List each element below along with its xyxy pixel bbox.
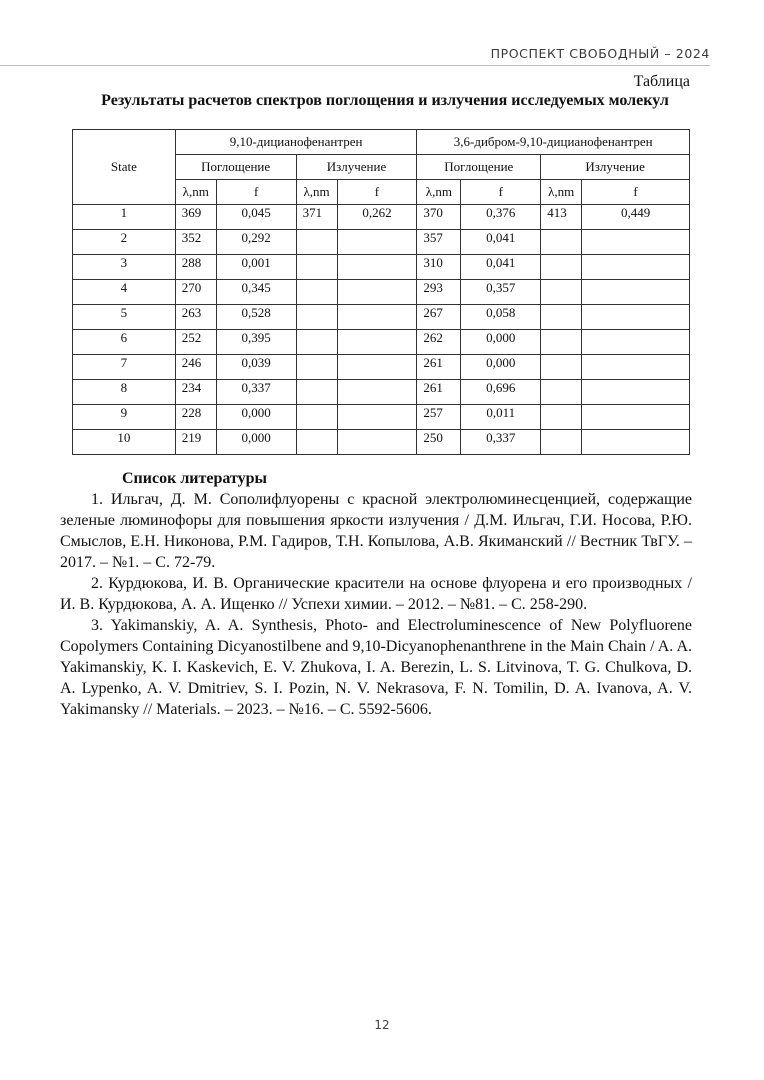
table-row <box>73 355 690 380</box>
value-cell <box>541 405 582 430</box>
state-cell: 3 <box>73 255 176 280</box>
state-cell: 2 <box>73 230 176 255</box>
reference-item: 1. Ильгач, Д. М. Сополифлуорены с красной электролюминесценцией, содержащие зеленые люминофоры для повышения яркости излучения / Д.М. Ильгач, Г.И. Носова, Р.Ю. Смыслов, Е.Н. Никонова, Р.М. Гадиров, Т.Н. Копылова, А.В. Якиманский // Вестник ТвГУ. – 2017. – №1. – С. 72-79. <box>60 491 692 571</box>
value-cell <box>337 280 417 305</box>
value-cell: 0,357 <box>461 280 541 305</box>
value-cell: 0,000 <box>216 405 296 430</box>
value-cell: 250 <box>417 430 461 455</box>
table-row <box>73 430 690 455</box>
subheader: f <box>337 180 417 205</box>
value-cell: 267 <box>417 305 461 330</box>
value-cell: 0,041 <box>461 230 541 255</box>
table-row <box>73 380 690 405</box>
value-cell: 352 <box>175 230 216 255</box>
state-cell: 10 <box>73 430 176 455</box>
value-cell <box>582 380 690 405</box>
value-cell <box>582 305 690 330</box>
state-cell: 4 <box>73 280 176 305</box>
value-cell <box>582 430 690 455</box>
value-cell: 371 <box>296 205 337 230</box>
state-cell: 9 <box>73 405 176 430</box>
value-cell: 0,395 <box>216 330 296 355</box>
value-cell <box>541 230 582 255</box>
value-cell <box>541 255 582 280</box>
value-cell: 261 <box>417 355 461 380</box>
table-title: Результаты расчетов спектров поглощения и излучения исследуемых молекул <box>101 92 669 109</box>
value-cell: 219 <box>175 430 216 455</box>
state-cell: 6 <box>73 330 176 355</box>
value-cell <box>296 305 337 330</box>
table-row <box>73 255 690 280</box>
value-cell: 357 <box>417 230 461 255</box>
value-cell: 0,045 <box>216 205 296 230</box>
value-cell: 0,058 <box>461 305 541 330</box>
value-cell <box>337 380 417 405</box>
value-cell <box>582 255 690 280</box>
subheader: f <box>582 180 690 205</box>
value-cell: 0,337 <box>461 430 541 455</box>
value-cell: 413 <box>541 205 582 230</box>
reference-item: 3. Yakimanskiy, A. A. Synthesis, Photo- and Electroluminescence of New Polyfluorene Copolymers Containing Dicyanostilbene and 9,10-Dicyanophenanthrene in the Main Chain / A. A. Yakimanskiy, K. I. Kaskevich, E. V. Zhukova, I. A. Berezin, L. S. Litvinova, T. G. Chulkova, D. A. Lypenko, A. V. Dmitriev, S. I. Pozin, N. V. Nekrasova, F. N. Tomilin, D. A. Ivanova, A. V. Yakimansky // Materials. – 2023. – №16. – С. 5592-5606. <box>60 617 692 718</box>
value-cell: 0,337 <box>216 380 296 405</box>
table-row <box>73 330 690 355</box>
value-cell: 0,041 <box>461 255 541 280</box>
value-cell <box>541 305 582 330</box>
value-cell: 261 <box>417 380 461 405</box>
value-cell <box>337 330 417 355</box>
value-cell: 0,011 <box>461 405 541 430</box>
value-cell: 0,000 <box>461 355 541 380</box>
value-cell: 262 <box>417 330 461 355</box>
value-cell: 0,000 <box>461 330 541 355</box>
value-cell <box>541 380 582 405</box>
subheader: f <box>216 180 296 205</box>
value-cell: 0,376 <box>461 205 541 230</box>
value-cell <box>337 305 417 330</box>
value-cell: 228 <box>175 405 216 430</box>
state-cell: 1 <box>73 205 176 230</box>
state-cell: 7 <box>73 355 176 380</box>
value-cell <box>296 430 337 455</box>
value-cell <box>296 280 337 305</box>
value-cell: 370 <box>417 205 461 230</box>
value-cell: 270 <box>175 280 216 305</box>
value-cell <box>337 255 417 280</box>
state-cell: 8 <box>73 380 176 405</box>
state-header: State <box>73 130 176 205</box>
value-cell <box>541 430 582 455</box>
value-cell <box>296 255 337 280</box>
value-cell: 257 <box>417 405 461 430</box>
value-cell: 0,449 <box>582 205 690 230</box>
value-cell <box>582 355 690 380</box>
group-header: Поглощение <box>417 155 541 180</box>
value-cell <box>296 330 337 355</box>
table-row <box>73 205 690 230</box>
value-cell <box>541 355 582 380</box>
references-section <box>60 468 692 720</box>
subheader: f <box>461 180 541 205</box>
value-cell: 246 <box>175 355 216 380</box>
value-cell <box>582 280 690 305</box>
value-cell <box>337 405 417 430</box>
value-cell <box>582 230 690 255</box>
value-cell: 310 <box>417 255 461 280</box>
value-cell <box>541 330 582 355</box>
value-cell: 0,292 <box>216 230 296 255</box>
value-cell: 0,262 <box>337 205 417 230</box>
value-cell <box>337 355 417 380</box>
group-header: Излучение <box>296 155 417 180</box>
results-table <box>72 129 690 455</box>
value-cell <box>541 280 582 305</box>
table-row <box>73 230 690 255</box>
table-row <box>73 405 690 430</box>
molecule-header: 9,10-дицианофенантрен <box>175 130 417 155</box>
subheader: λ,nm <box>417 180 461 205</box>
value-cell: 369 <box>175 205 216 230</box>
value-cell <box>296 355 337 380</box>
value-cell: 0,000 <box>216 430 296 455</box>
value-cell <box>296 405 337 430</box>
running-title: ПРОСПЕКТ СВОБОДНЫЙ – 2024 <box>490 46 710 61</box>
value-cell <box>337 230 417 255</box>
value-cell <box>582 405 690 430</box>
value-cell <box>296 380 337 405</box>
value-cell: 0,001 <box>216 255 296 280</box>
value-cell: 288 <box>175 255 216 280</box>
value-cell <box>337 430 417 455</box>
references-title: Список литературы <box>122 470 267 487</box>
table-row <box>73 305 690 330</box>
subheader: λ,nm <box>541 180 582 205</box>
reference-item: 2. Курдюкова, И. В. Органические красители на основе флуорена и его производных / И. В. Курдюкова, А. А. Ищенко // Успехи химии. – 2012. – №81. – С. 258-290. <box>60 575 692 613</box>
value-cell: 252 <box>175 330 216 355</box>
value-cell <box>582 330 690 355</box>
value-cell: 293 <box>417 280 461 305</box>
table-label: Таблица <box>633 73 690 90</box>
value-cell: 0,345 <box>216 280 296 305</box>
molecule-header: 3,6-дибром-9,10-дицианофенантрен <box>417 130 690 155</box>
subheader: λ,nm <box>175 180 216 205</box>
value-cell: 0,039 <box>216 355 296 380</box>
value-cell: 234 <box>175 380 216 405</box>
value-cell: 263 <box>175 305 216 330</box>
value-cell: 0,696 <box>461 380 541 405</box>
table-row <box>73 280 690 305</box>
value-cell: 0,528 <box>216 305 296 330</box>
value-cell <box>296 230 337 255</box>
page-number: 12 <box>374 1018 390 1032</box>
state-cell: 5 <box>73 305 176 330</box>
subheader: λ,nm <box>296 180 337 205</box>
group-header: Излучение <box>541 155 690 180</box>
running-header <box>0 40 710 66</box>
group-header: Поглощение <box>175 155 296 180</box>
